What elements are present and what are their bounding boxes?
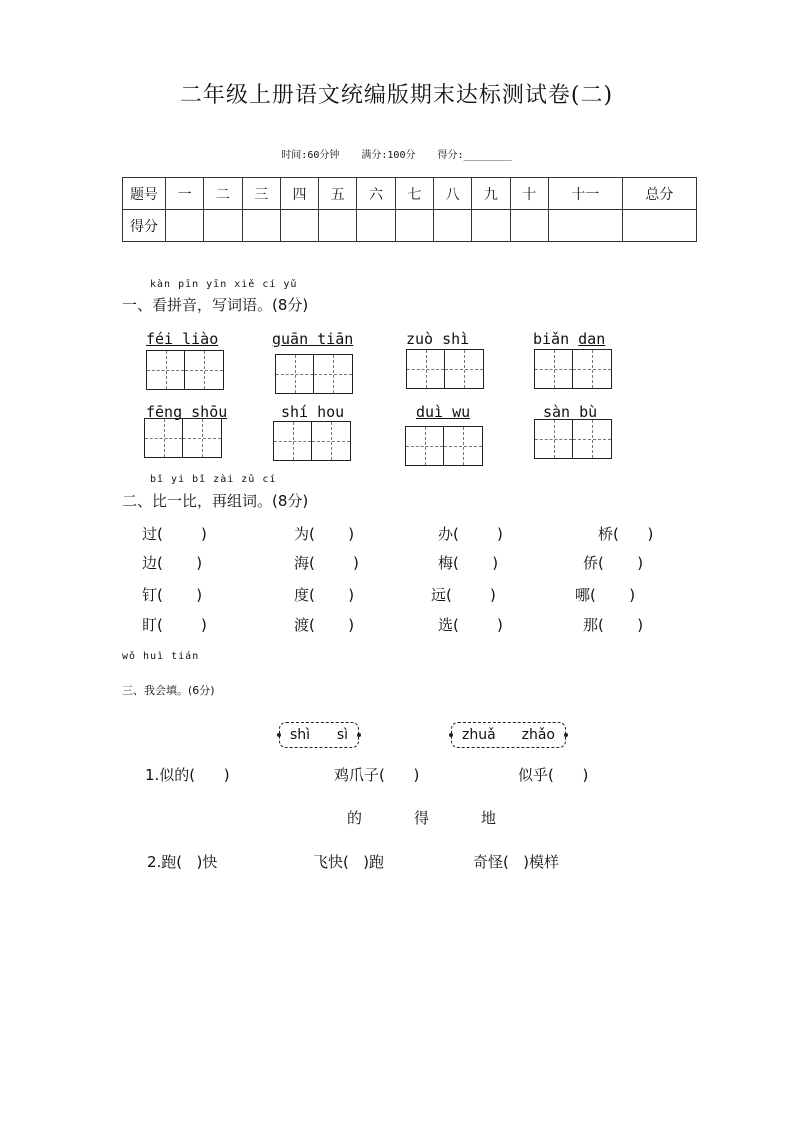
sec1-pinyin-2: guān tiān — [272, 330, 354, 348]
score-table-header-cell: 九 — [472, 178, 510, 210]
score-table-header-cell: 十 — [510, 178, 548, 210]
sec2-pinyin: bǐ yi bǐ zài zǔ cí — [150, 474, 277, 485]
fill-item[interactable]: 奇怪( )模样 — [473, 853, 560, 871]
score-entry-cell[interactable] — [395, 210, 433, 242]
choice-de-3: 地 — [481, 809, 497, 827]
score-entry-cell[interactable] — [510, 210, 548, 242]
score-table-header-cell: 六 — [357, 178, 395, 210]
sec1-heading: 一、看拼音，写词语。(8分) — [122, 296, 309, 314]
page-title: 二年级上册语文统编版期末达标测试卷(二) — [179, 83, 614, 108]
sec1-pinyin-1: féi liào — [146, 330, 219, 348]
writing-grid-5[interactable] — [144, 418, 222, 458]
pinyin-option-badge-1 — [279, 722, 359, 748]
fill-item[interactable]: 1.似的( ) — [145, 766, 230, 784]
time-limit: 时间:60分钟 — [281, 150, 340, 161]
score-table-header-cell: 一 — [166, 178, 204, 210]
compare-item[interactable]: 那( ) — [583, 616, 644, 634]
badge-option-zhao: zhǎo — [521, 727, 555, 743]
score-field[interactable]: 得分:________ — [437, 150, 512, 161]
pinyin-option-badge-2 — [451, 722, 566, 748]
writing-grid-7[interactable] — [405, 426, 483, 466]
compare-item[interactable]: 选( ) — [438, 616, 503, 634]
sec1-pinyin-8: sàn bù — [543, 403, 598, 421]
compare-item[interactable]: 盯( ) — [142, 616, 207, 634]
compare-item[interactable]: 海( ) — [294, 554, 359, 572]
score-entry-cell[interactable] — [166, 210, 204, 242]
sec1-pinyin: kàn pīn yīn xiě cí yǔ — [150, 279, 298, 290]
sec1-pinyin-6: shí hou — [281, 403, 345, 421]
writing-grid-6[interactable] — [273, 421, 351, 461]
compare-item[interactable]: 过( ) — [142, 525, 207, 543]
compare-item[interactable]: 梅( ) — [438, 554, 499, 572]
score-table-label: 题号 — [123, 178, 166, 210]
score-table-header-cell: 十一 — [548, 178, 622, 210]
score-table-header-cell: 五 — [319, 178, 357, 210]
fill-item[interactable]: 2.跑( )快 — [147, 853, 218, 871]
compare-item[interactable]: 远( ) — [431, 586, 496, 604]
score-entry-cell[interactable] — [433, 210, 471, 242]
score-table-header-row — [123, 178, 697, 210]
fill-item[interactable]: 飞快( )跑 — [313, 853, 385, 871]
compare-item[interactable]: 办( ) — [438, 525, 503, 543]
score-entry-cell[interactable] — [242, 210, 280, 242]
score-entry-cell[interactable] — [319, 210, 357, 242]
badge-option-zhua: zhuǎ — [462, 727, 496, 743]
score-entry-cell[interactable] — [280, 210, 318, 242]
badge-option-si: sì — [336, 727, 348, 743]
compare-item[interactable]: 渡( ) — [294, 616, 355, 634]
writing-grid-1[interactable] — [146, 350, 224, 390]
score-table-header-cell: 总分 — [622, 178, 696, 210]
full-score: 满分:100分 — [361, 150, 416, 161]
score-table-header-cell: 二 — [204, 178, 242, 210]
sec3-pinyin: wǒ huì tián — [122, 651, 200, 662]
compare-item[interactable]: 侨( ) — [583, 554, 644, 572]
compare-item[interactable]: 桥( ) — [598, 525, 654, 543]
score-table-score-row — [123, 210, 697, 242]
pinyin-biǎn: biǎn — [533, 330, 579, 348]
score-table-header-cell: 四 — [280, 178, 318, 210]
exam-meta — [0, 146, 793, 161]
sec1-pinyin-5: fēng shōu — [146, 403, 228, 421]
score-entry-cell[interactable] — [472, 210, 510, 242]
fill-item[interactable]: 似乎( ) — [518, 766, 589, 784]
score-table — [122, 177, 697, 242]
compare-item[interactable]: 度( ) — [294, 586, 355, 604]
score-entry-cell[interactable] — [548, 210, 622, 242]
score-table-label: 得分 — [123, 210, 166, 242]
sec1-pinyin-3: zuò shì — [406, 330, 470, 348]
score-table-header-cell: 七 — [395, 178, 433, 210]
compare-item[interactable]: 哪( ) — [575, 586, 636, 604]
score-entry-cell[interactable] — [204, 210, 242, 242]
score-entry-cell[interactable] — [622, 210, 696, 242]
score-table-header-cell: 三 — [242, 178, 280, 210]
badge-option-shi: shì — [290, 727, 311, 743]
compare-item[interactable]: 边( ) — [142, 554, 203, 572]
choice-de-2: 得 — [414, 809, 430, 827]
writing-grid-3[interactable] — [406, 349, 484, 389]
fill-item[interactable]: 鸡爪子( ) — [334, 766, 420, 784]
writing-grid-4[interactable] — [534, 349, 612, 389]
sec1-pinyin-4 — [533, 330, 605, 348]
choice-de-1: 的 — [347, 809, 363, 827]
writing-grid-2[interactable] — [275, 354, 353, 394]
compare-item[interactable]: 钉( ) — [142, 586, 203, 604]
sec1-pinyin-7: duì wu — [416, 403, 471, 421]
score-table-header-cell: 八 — [433, 178, 471, 210]
score-entry-cell[interactable] — [357, 210, 395, 242]
compare-item[interactable]: 为( ) — [294, 525, 355, 543]
writing-grid-8[interactable] — [534, 419, 612, 459]
sec2-heading: 二、比一比，再组词。(8分) — [122, 492, 309, 510]
sec3-heading: 三、我会填。(6分) — [122, 684, 215, 697]
pinyin-dan: dan — [578, 330, 606, 348]
